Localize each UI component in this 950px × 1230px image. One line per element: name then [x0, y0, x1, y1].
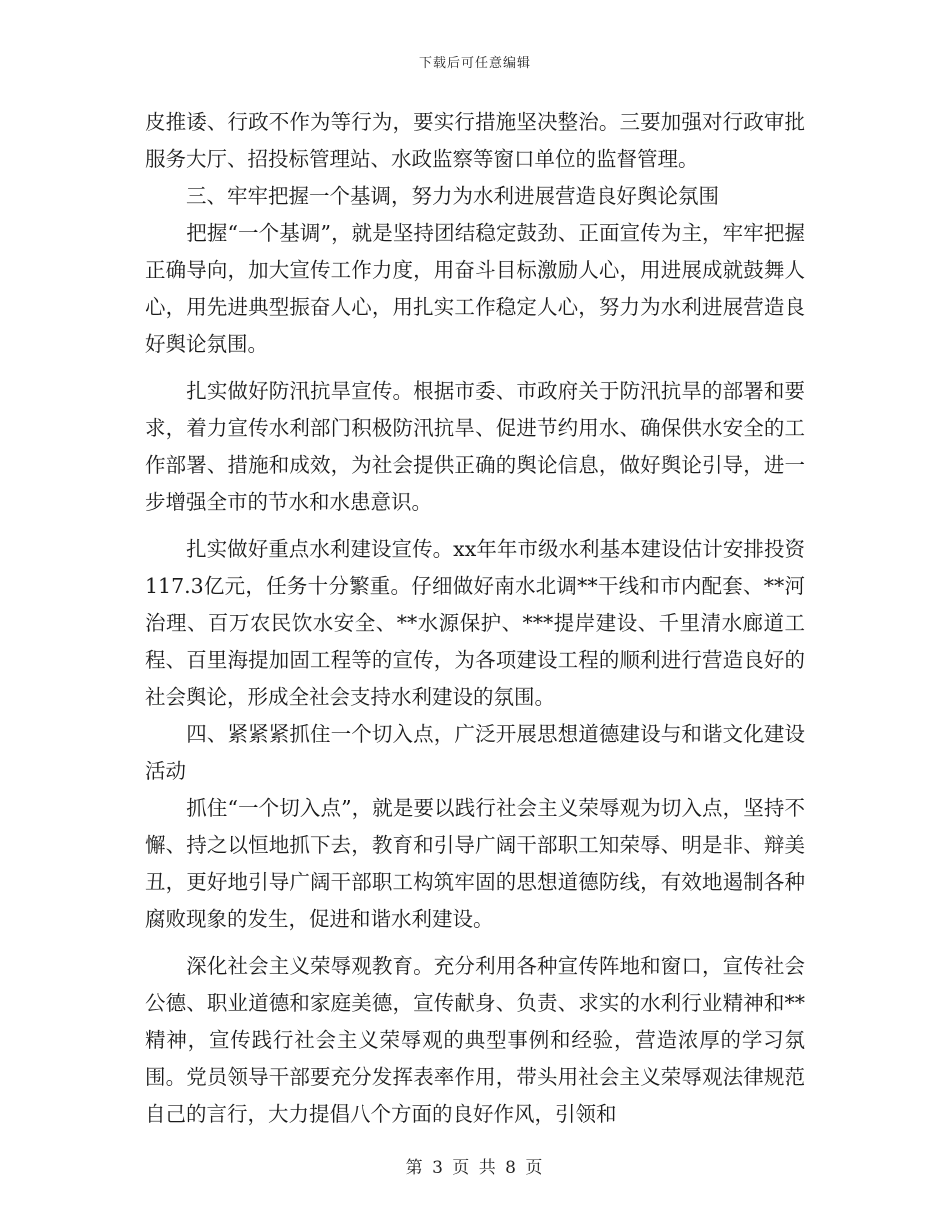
paragraph-2: 把握“一个基调”，就是坚持团结稳定鼓劲、正面宣传为主，牢牢把握正确导向，加大宣传工作力度，用奋斗目标激励人心，用进展成就鼓舞人心，用先进典型振奋人心，用扎实工作稳定人心，努力为水利进展营造良好舆论氛围。	[145, 221, 805, 356]
paragraph-1: 皮推诿、行政不作为等行为，要实行措施坚决整治。三要加强对行政审批服务大厅、招投标管理站、水政监察等窗口单位的监督管理。	[145, 110, 805, 171]
document-body	[145, 104, 805, 1133]
page-header-note: 下载后可任意编辑	[418, 56, 531, 71]
paragraph-4: 扎实做好重点水利建设宣传。xx年年市级水利基本建设估计安排投资117.3亿元，任务十分繁重。仔细做好南水北调**干线和市内配套、**河治理、百万农民饮水安全、**水源保护、***提岸建设、千里清水廊道工程、百里海提加固工程等的宣传，为各项建设工程的顺利进行营造良好的社会舆论，形成全社会支持水利建设的氛围。	[145, 537, 805, 709]
paragraph-3: 扎实做好防汛抗旱宣传。根据市委、市政府关于防汛抗旱的部署和要求，着力宣传水利部门积极防汛抗旱、促进节约用水、确保供水安全的工作部署、措施和成效，为社会提供正确的舆论信息，做好舆论引导，进一步增强全市的节水和水患意识。	[145, 379, 805, 514]
section-heading-3: 三、牢牢把握一个基调，努力为水利进展营造良好舆论氛围	[145, 184, 719, 208]
page-footer-number: 第 3 页 共 8 页	[405, 1158, 545, 1178]
paragraph-5: 抓住“一个切入点”，就是要以践行社会主义荣辱观为切入点，坚持不懈、持之以恒地抓下去，教育和引导广阔干部职工知荣辱、明是非、辩美丑，更好地引导广阔干部职工构筑牢固的思想道德防线，有效地遏制各种腐败现象的发生，促进和谐水利建设。	[145, 796, 805, 931]
paragraph-6: 深化社会主义荣辱观教育。充分利用各种宣传阵地和窗口，宣传社会公德、职业道德和家庭美德，宣传献身、负责、求实的水利行业精神和**精神，宣传践行社会主义荣辱观的典型事例和经验，营造浓厚的学习氛围。党员领导干部要充分发挥表率作用，带头用社会主义荣辱观法律规范自己的言行，大力提倡八个方面的良好作风，引领和	[145, 954, 805, 1126]
section-heading-4: 四、紧紧紧抓住一个切入点，广泛开展思想道德建设与和谐文化建设活动	[145, 722, 805, 783]
